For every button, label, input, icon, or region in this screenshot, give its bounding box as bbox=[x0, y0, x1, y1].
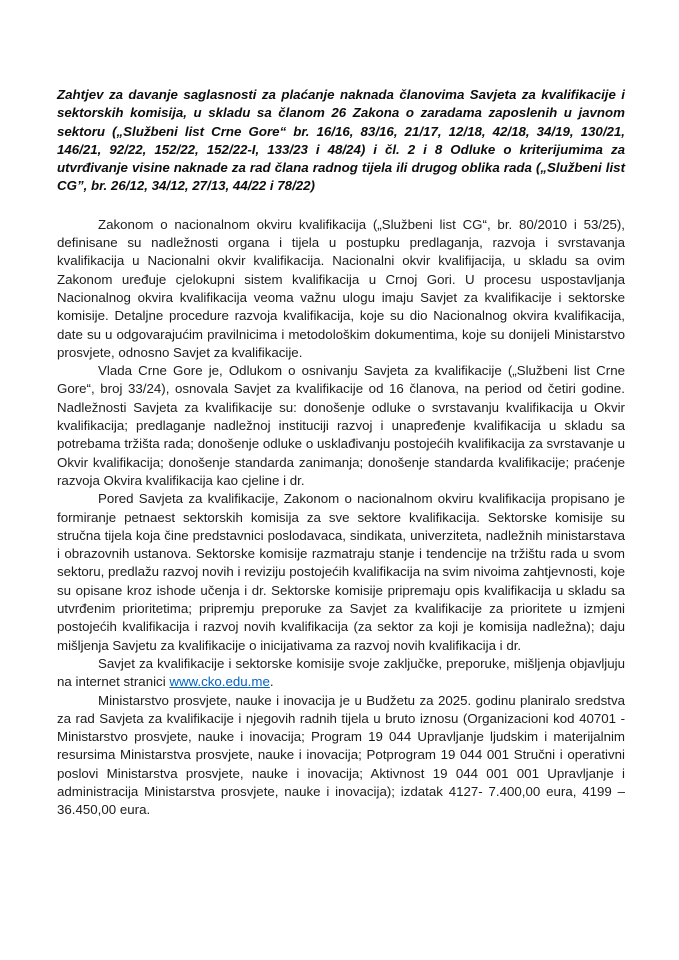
document-content bbox=[57, 86, 625, 820]
cko-website-link[interactable]: www.cko.edu.me bbox=[169, 674, 270, 690]
document-title: Zahtjev za davanje saglasnosti za plaćanje naknada članovima Savjeta za kvalifikacije i sektorskih komisija, u skladu sa članom 26 Zakona o zaradama zaposlenih u javnom sektoru („Službeni list Crne Gore“ br. 16/16, 83/16, 21/17, 12/18, 42/18, 34/19, 130/21, 146/21, 92/22, 152/22, 152/22-I, 133/23 i 48/24) i čl. 2 i 8 Odluke o kriterijumima za utvrđivanje visine naknade za rad člana radnog tijela ili drugog oblika rada („Službeni list CG”, br. 26/12, 34/12, 27/13, 44/22 i 78/22) bbox=[57, 87, 625, 194]
paragraph-sector-commissions: Pored Savjeta za kvalifikacije, Zakonom o nacionalnom okviru kvalifikacija propisano je formiranje petnaest sektorskih komisija za sve sektore kvalifikacija. Sektorske komisije su stručna tijela koja čine predstavnici poslodavaca, sindikata, univerziteta, nadležnih ministarstava i obrazovnih ustanova. Sektorske komisije razmatraju stanje i tendencije na tržištu rada u svom sektoru, predlažu razvoj novih i reviziju postojećih kvalifikacija na svim nivoima zahtjevnosti, koje su opisane kroz ishode učenja i dr. Sektorske komisije pripremaju opis kvalifikacija u skladu sa utvrđenim prioritetima; pripremju preporuke za Savjet za kvalifikacije za prioritete u izmjeni postojećih kvalifikacija i razvoj novih kvalifikacija (za sektor za koji je komisija nadležna); daju mišljenja Savjetu za kvalifikacije o inicijativama za razvoj novih kvalifikacija i dr. bbox=[57, 491, 625, 653]
paragraph-council-founding: Vlada Crne Gore je, Odlukom o osnivanju Savjeta za kvalifikacije („Službeni list Crne Gore“, broj 33/24), osnovala Savjet za kvalifikacije od 16 članova, na period od četiri godine. Nadležnosti Savjeta za kvalifikacije su: donošenje odluke o svrstavanju kvalifikacija u Okvir kvalifikacija; predlaganje nadležnoj instituciji razvoj i unapređenje kvalifikacija u skladu sa potrebama tržišta rada; donošenje odluke o usklađivanju postojećih kvalifikacija za svrstavanje u Okvir kvalifikacija; donošenje standarda zanimanja; donošenje standarda kvalifikacije; praćenje razvoja Okvira kvalifikacija kao cjeline i dr. bbox=[57, 363, 625, 488]
paragraph-law-nqf: Zakonom o nacionalnom okviru kvalifikacija („Službeni list CG“, br. 80/2010 i 53/25), definisane su nadležnosti organa i tijela u postupku predlaganja, razvoja i svrstavanja kvalifikacija u Nacionalni okvir kvalifikacija. Nacionalni okvir kvalifijacija, u skladu sa ovim Zakonom uređuje cjelokupni sistem kvalifikacija u Crnoj Gori. U procesu uspostavljanja Nacionalnog okvira kvalifikacija veoma važnu ulogu imaju Savjet za kvalifikacije i sektorske komisije. Detaljne procedure razvoja kvalifikacija, koje su dio Nacionalnog okvira kvalifikacija, date su u odgovarajućim pravilnicima i metodološkim dokumentima, koje su donijeli Ministarstvo prosvjete, odnosno Savjet za kvalifikacije. bbox=[57, 216, 625, 360]
paragraph-website bbox=[57, 655, 625, 692]
paragraph-budget: Ministarstvo prosvjete, nauke i inovacija je u Budžetu za 2025. godinu planiralo sredstva za rad Savjeta za kvalifikacije i njegovih radnih tijela u bruto iznosu (Organizacioni kod 40701 - Ministarstvo prosvjete, nauke i inovacija; Program 19 044 Upravljanje ljudskim i materijalnim resursima Ministarstva prosvjete, nauke i inovacija; Potprogram 19 044 001 Stručni i operativni poslovi Ministarstva prosvjete, nauke i inovacija; Aktivnost 19 044 001 001 Upravljanje i administracija Ministarstva prosvjete, nauke i inovacija); izdatak 4127- 7.400,00 eura, 4199 – 36.450,00 eura. bbox=[57, 692, 625, 818]
paragraph-website-post-text: . bbox=[269, 674, 274, 690]
paragraph-website-pre-text: Savjet za kvalifikacije i sektorske komisije svoje zaključke, preporuke, mišljenja objavljuju na internet stranici bbox=[57, 655, 625, 690]
